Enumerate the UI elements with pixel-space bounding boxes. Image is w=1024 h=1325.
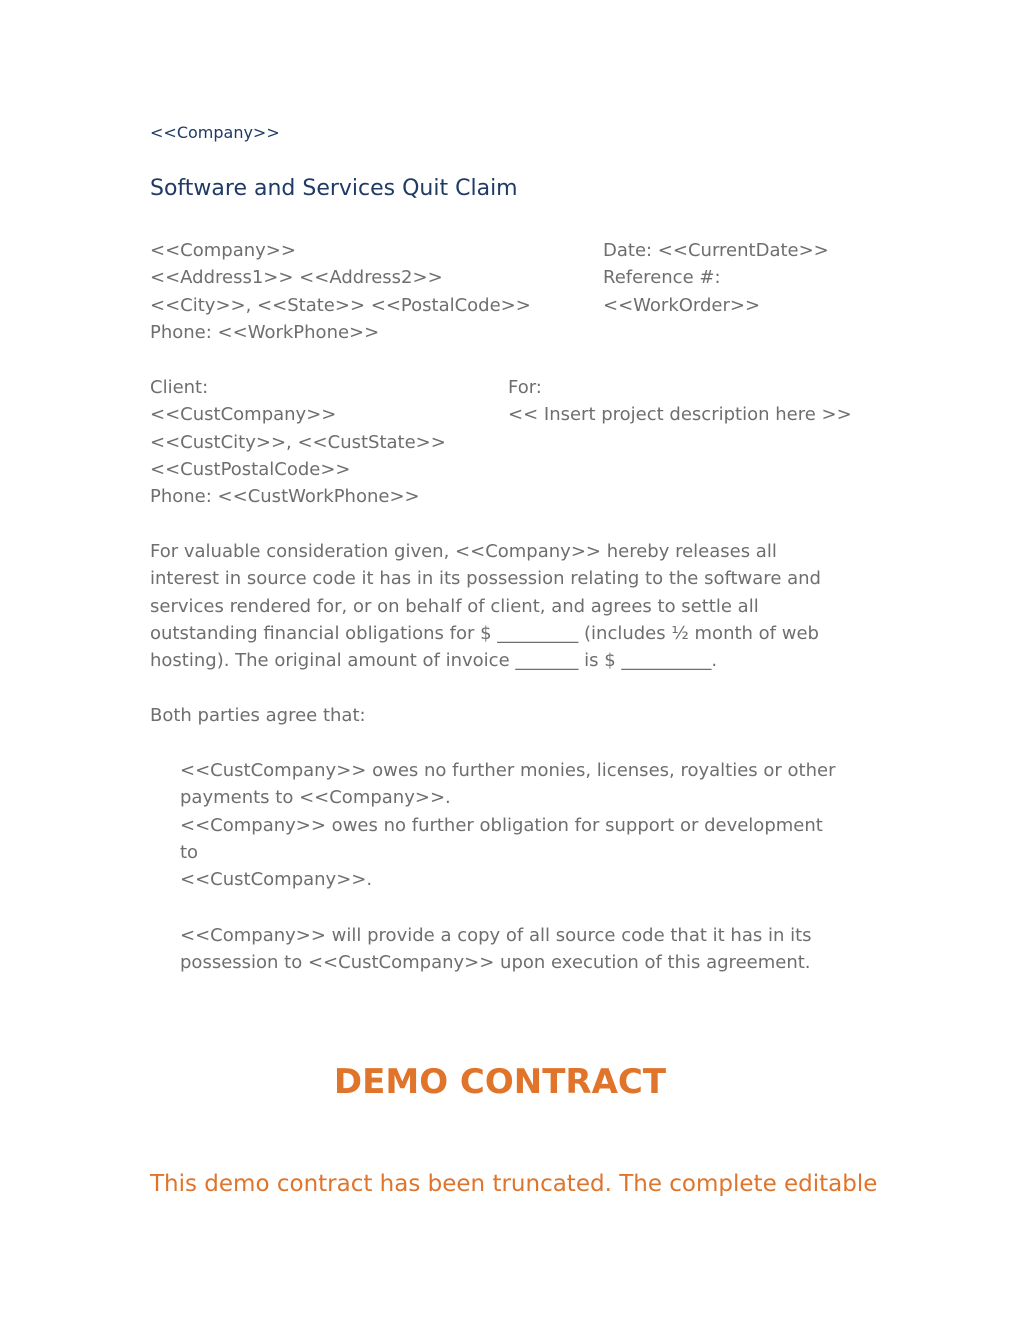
consideration-paragraph bbox=[150, 538, 860, 674]
date-line: Date: <<CurrentDate>> bbox=[603, 240, 829, 261]
demo-truncation-notice: This demo contract has been truncated. The complete editable bbox=[150, 1171, 878, 1197]
sender-address: <<Address1>> <<Address2>> bbox=[150, 267, 443, 289]
term-line: <<CustCompany>> owes no further monies, licenses, royalties or other bbox=[180, 760, 836, 781]
paragraph-line: services rendered for, or on behalf of client, and agrees to settle all bbox=[150, 595, 759, 617]
client-city-state: <<CustCity>>, <<CustState>> bbox=[150, 431, 446, 453]
sender-phone: Phone: <<WorkPhone>> bbox=[150, 321, 380, 343]
term-line: <<Company>> owes no further obligation for support or development bbox=[180, 814, 823, 836]
sender-city-state-zip: <<City>>, <<State>> <<PostalCode>> bbox=[150, 294, 531, 316]
paragraph-line: interest in source code it has in its possession relating to the software and bbox=[150, 568, 821, 590]
client-company: <<CustCompany>> bbox=[150, 404, 337, 426]
term-line: <<CustCompany>>. bbox=[180, 869, 373, 891]
reference-label: Reference #: bbox=[603, 267, 721, 289]
sender-address-block bbox=[150, 237, 531, 346]
agreement-intro: Both parties agree that: bbox=[150, 705, 366, 726]
source-code-clause bbox=[180, 922, 860, 977]
term-line: to bbox=[180, 841, 199, 863]
clause-line: possession to <<CustCompany>> upon execution of this agreement. bbox=[180, 952, 811, 974]
client-phone: Phone: <<CustWorkPhone>> bbox=[150, 486, 420, 508]
document-meta-block bbox=[603, 237, 829, 319]
client-postal-code: <<CustPostalCode>> bbox=[150, 458, 351, 480]
for-label: For: bbox=[508, 377, 542, 398]
paragraph-line: hosting). The original amount of invoice _______ is $ __________. bbox=[150, 650, 718, 672]
reference-value: <<WorkOrder>> bbox=[603, 294, 761, 316]
agreement-terms bbox=[180, 757, 860, 893]
client-label: Client: bbox=[150, 377, 209, 398]
term-line: payments to <<Company>>. bbox=[180, 787, 451, 809]
header-company: <<Company>> bbox=[150, 123, 280, 142]
paragraph-line: outstanding financial obligations for $ _________ (includes ½ month of web bbox=[150, 622, 819, 644]
project-for-block bbox=[508, 374, 852, 429]
client-block bbox=[150, 374, 446, 510]
project-description: << Insert project description here >> bbox=[508, 404, 852, 426]
demo-contract-heading: DEMO CONTRACT bbox=[333, 1062, 667, 1102]
paragraph-line: For valuable consideration given, <<Company>> hereby releases all bbox=[150, 541, 777, 562]
sender-company: <<Company>> bbox=[150, 240, 296, 261]
page-title: Software and Services Quit Claim bbox=[150, 176, 518, 201]
clause-line: <<Company>> will provide a copy of all source code that it has in its bbox=[180, 925, 812, 946]
